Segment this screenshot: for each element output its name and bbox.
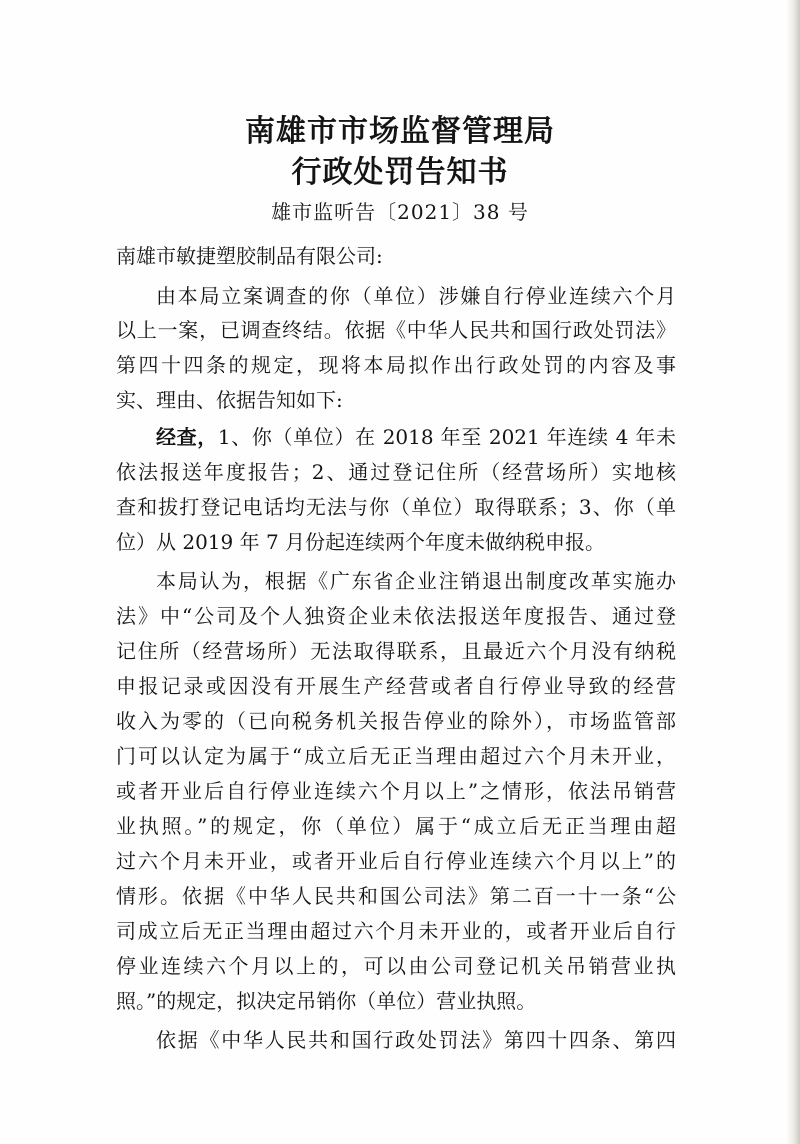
document-number: 雄市监听告〔2021〕38 号 [271,200,529,224]
paragraph-3-line: 业执照。”的规定，你（单位）属于“成立后无正当理由超 [116,814,676,838]
paragraph-2-line: 依法报送年度报告；2、通过登记住所（经营场所）实地核 [116,460,676,484]
paragraph-1-line: 第四十四条的规定，现将本局拟作出行政处罚的内容及事 [116,353,676,377]
paragraph-3-line: 门可以认定为属于“成立后无正当理由超过六个月未开业， [116,744,676,768]
paragraph-2-first-text: 1、你（单位）在 2018 年至 2021 年连续 4 年未 [217,425,677,449]
paragraph-3-line: 或者开业后自行停业连续六个月以上”之情形，依法吊销营 [116,779,676,803]
agency-title: 南雄市市场监督管理局 [245,114,555,149]
paragraph-2-line: 查和拔打登记电话均无法与你（单位）取得联系；3、你（单 [116,495,676,519]
paragraph-3-line: 停业连续六个月以上的，可以由公司登记机关吊销营业执 [116,954,676,978]
paragraph-3-line: 过六个月未开业，或者开业后自行停业连续六个月以上”的 [116,849,676,873]
paragraph-2-first-line [156,421,676,453]
paragraph-3-line: 记住所（经营场所）无法取得联系，且最近六个月没有纳税 [116,639,676,663]
paragraph-3-line: 申报记录或因没有开展生产经营或者自行停业导致的经营 [116,674,676,698]
paragraph-3-line: 收入为零的（已向税务机关报告停业的除外），市场监管部 [116,709,676,733]
paragraph-1-line: 由本局立案调查的你（单位）涉嫌自行停业连续六个月 [156,284,676,308]
paragraph-3-line: 情形。依据《中华人民共和国公司法》第二百一十一条“公 [116,884,676,908]
recipient-line: 南雄市敏捷塑胶制品有限公司: [116,244,383,268]
paragraph-4-line: 依据《中华人民共和国行政处罚法》第四十四条、第四 [156,1028,676,1052]
investigation-lead: 经查， [156,425,218,449]
paragraph-1-line: 以上一案，已调查终结。依据《中华人民共和国行政处罚法》 [116,318,676,342]
paragraph-2-line: 位）从 2019 年 7 月份起连续两个年度未做纳税申报。 [116,530,606,554]
paragraph-3-line: 照。”的规定，拟决定吊销你（单位）营业执照。 [116,989,537,1013]
document-title: 行政处罚告知书 [291,155,509,190]
paragraph-3-line: 本局认为，根据《广东省企业注销退出制度改革实施办 [156,569,676,593]
paragraph-3-line: 法》中“公司及个人独资企业未依法报送年度报告、通过登 [116,604,676,628]
paragraph-1-line: 实、理由、依据告知如下: [116,388,343,412]
paragraph-3-line: 司成立后无正当理由超过六个月未开业的，或者开业后自行 [116,919,676,943]
